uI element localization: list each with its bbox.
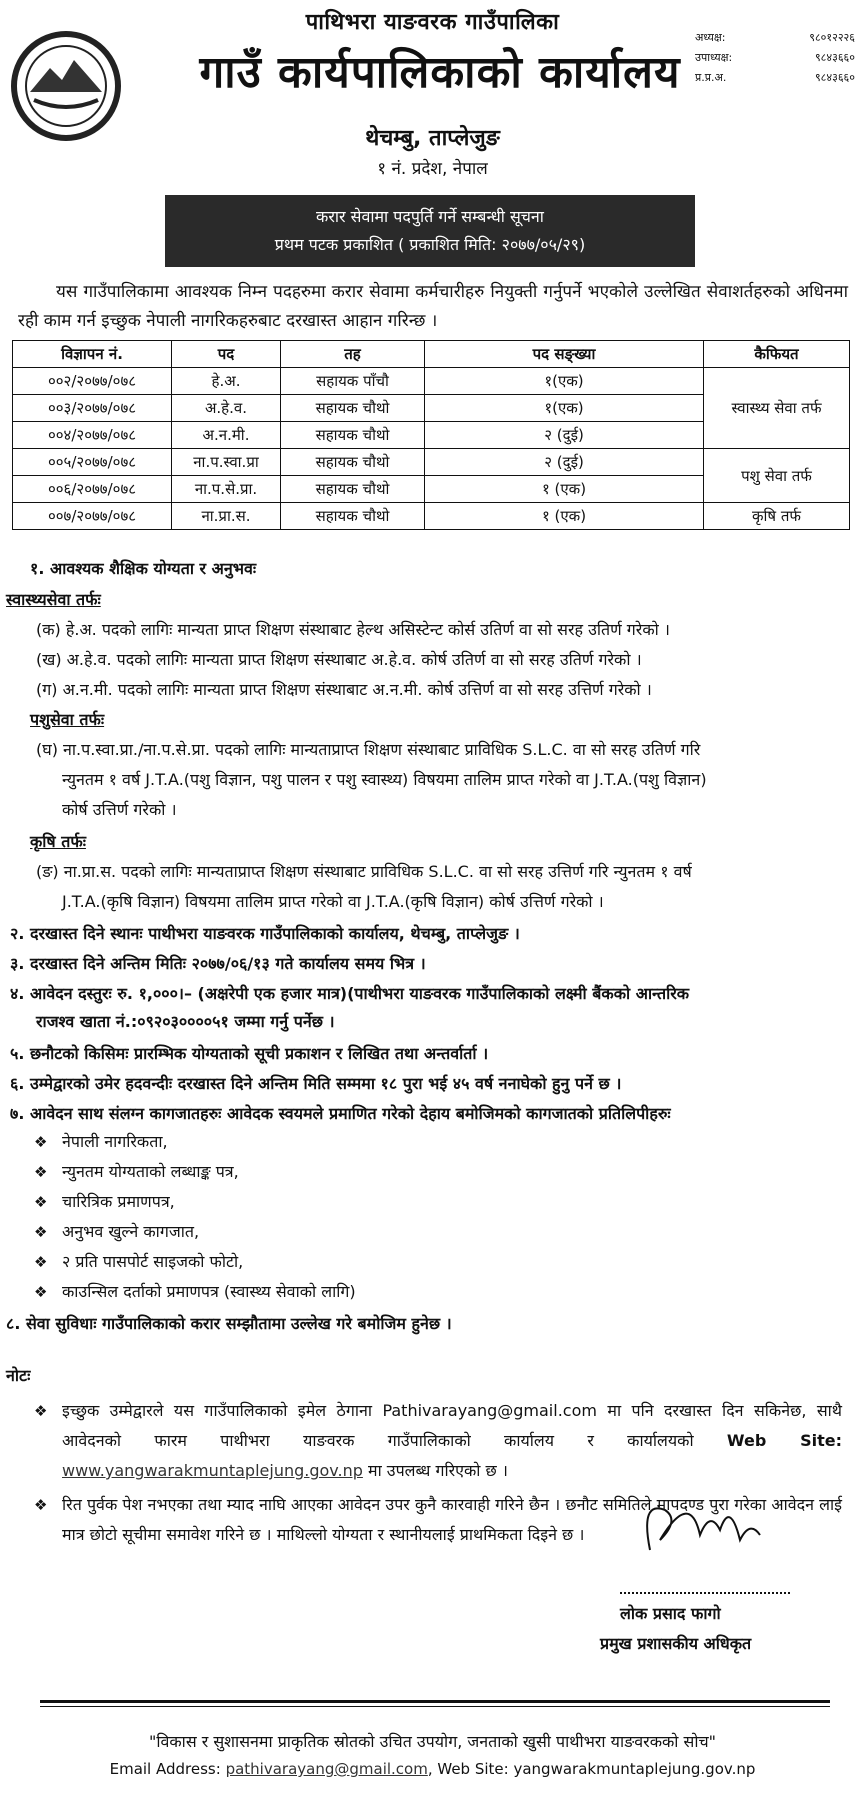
cell-count: १ (एक) (425, 476, 704, 503)
notice-published: प्रथम पटक प्रकाशित ( प्रकाशित मिति: २०७७/०५/२९) (274, 235, 586, 254)
signature-line (620, 1592, 790, 1594)
doc-item: काउन्सिल दर्ताको प्रमाणपत्र (स्वास्थ्य सेवाको लागि) (62, 1282, 356, 1301)
health-subtitle: स्वास्थ्यसेवा तर्फः (6, 590, 101, 609)
cell-count: १(एक) (425, 395, 704, 422)
cell-remark-animal: पशु सेवा तर्फ (704, 449, 850, 503)
table-row (13, 368, 850, 395)
cell-level: सहायक चौथो (281, 422, 425, 449)
doc-item: चारित्रिक प्रमाणपत्र, (62, 1192, 175, 1211)
note-paragraph-2: रित पुर्वक पेश नभएका तथा म्याद नाघि आएका आवेदन उपर कुनै कारवाही गरिने छैन । छनौट समितिले मापदण्ड पुरा गरेका आवेदन लाई मात्र छोटो सूचीमा समावेश गरिने छ । माथिल्लो योग्यता र स्थानीयलाई प्राथमिकता दिइने छ । (62, 1495, 842, 1544)
req-nga-1: (ङ) ना.प्रा.स. पदको लागिः मान्यताप्राप्त शिक्षण संस्थाबाट प्राविधिक S.L.C. वा सो सरह उत्तिर्ण गरि न्युनतम १ वर्ष (36, 862, 692, 881)
note-website-label: Web Site: (726, 1431, 842, 1450)
section-4-line-1: ४. आवेदन दस्तुरः रु. १,०००।– (अक्षरेपी एक हजार मात्र)(पाथीभरा याङवरक गाउँपालिकाको लक्ष्मी बैंकको आन्तरिक (10, 984, 690, 1003)
municipality-name: पाथिभरा याङवरक गाउँपालिका (305, 10, 560, 35)
section-4-line-2: राजश्व खाता नं.:०९२०३००००५१ जम्मा गर्नु पर्नेछ । (36, 1012, 335, 1031)
doc-item: अनुभव खुल्ने कागजात, (62, 1222, 200, 1241)
req-nga-2: J.T.A.(कृषि विज्ञान) विषयमा तालिम प्राप्त गरेको वा J.T.A.(कृषि विज्ञान) कोर्ष उत्तिर्ण गरेको । (62, 892, 604, 911)
req-gha-2: न्युनतम १ वर्ष J.T.A.(पशु विज्ञान, पशु पालन र पशु स्वास्थ्य) विषयमा तालिम प्राप्त गरेको वा J.T.A.(पशु विज्ञान) (62, 770, 707, 789)
diamond-bullet-icon: ❖ (34, 1223, 48, 1241)
intro-paragraph: यस गाउँपालिकामा आवश्यक निम्न पदहरुमा करार सेवामा कर्मचारीहरु नियुक्ती गर्नुपर्ने भएकोले उल्लेखित सेवाशर्तहरुको अधिनमा रही काम गर्न इच्छुक नेपाली नागरिकहरुबाट दरखास्त आहान गरिन्छ । (18, 282, 848, 331)
office-location: थेचम्बु, ताप्लेजुङ (365, 126, 500, 151)
footer-email-link[interactable]: pathivarayang@gmail.com (225, 1760, 428, 1778)
notice-title: करार सेवामा पदपुर्ति गर्ने सम्बन्धी सूचना (316, 207, 544, 226)
cell-level: सहायक पाँचौ (281, 368, 425, 395)
cell-ad: ००६/२०७७/०७८ (13, 476, 172, 503)
animal-subtitle: पशुसेवा तर्फः (30, 710, 105, 729)
signatory-title: प्रमुख प्रशासकीय अधिकृत (600, 1634, 752, 1653)
cell-count: २ (दुई) (425, 422, 704, 449)
cell-ad: ००२/२०७७/०७८ (13, 368, 172, 395)
table-row (13, 503, 850, 530)
agri-subtitle: कृषि तर्फः (30, 832, 86, 851)
section-1-title: १. आवश्यक शैक्षिक योग्यता र अनुभवः (30, 559, 257, 578)
cell-post: ना.प्रा.स. (172, 503, 281, 530)
section-5: ५. छनौटको किसिमः प्रारम्भिक योग्यताको सूची प्रकाशन र लिखित तथा अन्तर्वार्ता । (10, 1044, 489, 1063)
contact-list (695, 28, 855, 88)
office-title: गाउँ कार्यपालिकाको कार्यालय (199, 47, 681, 98)
col-post: पद (172, 341, 281, 368)
cell-level: सहायक चौथो (281, 395, 425, 422)
req-ka: (क) हे.अ. पदको लागिः मान्यता प्राप्त शिक्षण संस्थाबाट हेल्थ असिस्टेन्ट कोर्स उतिर्ण वा सो सरह उतिर्ण गरेको । (36, 620, 670, 639)
footer-web-label: , Web Site: (427, 1760, 509, 1778)
vacancy-table (12, 340, 850, 530)
cell-level: सहायक चौथो (281, 449, 425, 476)
footer-website[interactable]: yangwarakmuntaplejung.gov.np (513, 1760, 756, 1778)
diamond-bullet-icon: ❖ (34, 1163, 48, 1181)
signatory-name: लोक प्रसाद फागो (620, 1604, 721, 1623)
contact-chair: अध्यक्ष: ९८०१२२२६ (695, 31, 855, 44)
notice-banner (165, 195, 695, 267)
signature-icon (620, 1480, 770, 1570)
cell-post: हे.अ. (172, 368, 281, 395)
cell-count: १(एक) (425, 368, 704, 395)
footer-contact (0, 1760, 865, 1778)
cell-remark-agri: कृषि तर्फ (704, 503, 850, 530)
section-8: ८. सेवा सुविधाः गाउँपालिकाको करार सम्झौतामा उल्लेख गरे बमोजिम हुनेछ । (6, 1314, 452, 1333)
contact-vice-chair: उपाध्यक्ष: ९८४३६६० (695, 51, 855, 64)
note-paragraph-1: इच्छुक उम्मेद्वारले यस गाउँपालिकाको इमेल ठेगाना Pathivarayang@gmail.com मा पनि दरखास्त दिन सकिनेछ, साथै आवेदनको फारम पाथीभरा याङवरक गाउँपालिकाको कार्यालय र कार्यालयको Web Site: www.yangwarakmuntaplejung.gov.np मा उपलब्ध गरिएको छ । (62, 1401, 843, 1480)
col-ad-number: विज्ञापन नं. (13, 341, 172, 368)
diamond-bullet-icon: ❖ (34, 1496, 48, 1514)
col-level: तह (281, 341, 425, 368)
col-remarks: कैफियत (704, 341, 850, 368)
section-2: २. दरखास्त दिने स्थानः पाथीभरा याङवरक गाउँपालिकाको कार्यालय, थेचम्बु, ताप्लेजुङ । (10, 924, 520, 943)
req-ga: (ग) अ.न.मी. पदको लागिः मान्यता प्राप्त शिक्षण संस्थाबाट अ.न.मी. कोर्ष उत्तिर्ण वा सो सरह उत्तिर्ण गरेको । (36, 680, 652, 699)
cell-level: सहायक चौथो (281, 503, 425, 530)
cell-level: सहायक चौथो (281, 476, 425, 503)
cell-post: ना.प.से.प्रा. (172, 476, 281, 503)
footer-divider (40, 1700, 830, 1703)
table-row (13, 449, 850, 476)
cell-ad: ००७/२०७७/०७८ (13, 503, 172, 530)
footer-motto: "विकास र सुशासनमा प्राकृतिक स्रोतको उचित उपयोग, जनताको खुसी पाथीभरा याङवरकको सोच" (149, 1732, 716, 1751)
req-gha-3: कोर्ष उत्तिर्ण गरेको । (62, 800, 177, 819)
note-website-link[interactable]: www.yangwarakmuntaplejung.gov.np (62, 1461, 363, 1480)
col-count: पद सङ्ख्या (425, 341, 704, 368)
note-email[interactable]: Pathivarayang@gmail.com (382, 1401, 597, 1420)
doc-item: २ प्रति पासपोर्ट साइजको फोटो, (62, 1252, 244, 1271)
cell-post: ना.प.स्वा.प्रा (172, 449, 281, 476)
diamond-bullet-icon: ❖ (34, 1402, 48, 1420)
note-title: नोटः (6, 1366, 31, 1385)
contact-cao: प्र.प्र.अ. ९८४३६६० (695, 71, 855, 84)
req-kha: (ख) अ.हे.व. पदको लागिः मान्यता प्राप्त शिक्षण संस्थाबाट अ.हे.व. कोर्ष उतिर्ण वा सो सरह उतिर्ण गरेको । (36, 650, 642, 669)
cell-count: १ (एक) (425, 503, 704, 530)
diamond-bullet-icon: ❖ (34, 1193, 48, 1211)
req-gha-1: (घ) ना.प.स्वा.प्रा./ना.प.से.प्रा. पदको लागिः मान्यताप्राप्त शिक्षण संस्थाबाट प्राविधिक S.L.C. वा सो सरह उतिर्ण गरि (36, 740, 701, 759)
cell-post: अ.न.मी. (172, 422, 281, 449)
cell-ad: ००४/२०७७/०७८ (13, 422, 172, 449)
cell-ad: ००३/२०७७/०७८ (13, 395, 172, 422)
cell-post: अ.हे.व. (172, 395, 281, 422)
cell-ad: ००५/२०७७/०७८ (13, 449, 172, 476)
doc-item: नेपाली नागरिकता, (62, 1132, 168, 1151)
section-7: ७. आवेदन साथ संलग्न कागजातहरुः आवेदक स्वयमले प्रमाणित गरेको देहाय बमोजिमको कागजातको प्रतिलिपीहरुः (10, 1104, 671, 1123)
section-6: ६. उम्मेद्वारको उमेर हदवन्दीः दरखास्त दिने अन्तिम मिति सम्ममा १८ पुरा भई ४५ वर्ष ननाघेको हुनु पर्ने छ । (10, 1074, 622, 1093)
cell-remark-health: स्वास्थ्य सेवा तर्फ (704, 368, 850, 449)
footer-divider-thin (40, 1706, 830, 1707)
diamond-bullet-icon: ❖ (34, 1133, 48, 1151)
diamond-bullet-icon: ❖ (34, 1283, 48, 1301)
cell-count: २ (दुई) (425, 449, 704, 476)
table-header-row (13, 341, 850, 368)
diamond-bullet-icon: ❖ (34, 1253, 48, 1271)
footer-email-label: Email Address: (109, 1760, 221, 1778)
section-3: ३. दरखास्त दिने अन्तिम मितिः २०७७/०६/१३ गते कार्यालय समय भित्र । (10, 954, 426, 973)
doc-item: न्युनतम योग्यताको लब्धाङ्क पत्र, (62, 1162, 239, 1181)
province-label: १ नं. प्रदेश, नेपाल (377, 159, 488, 179)
